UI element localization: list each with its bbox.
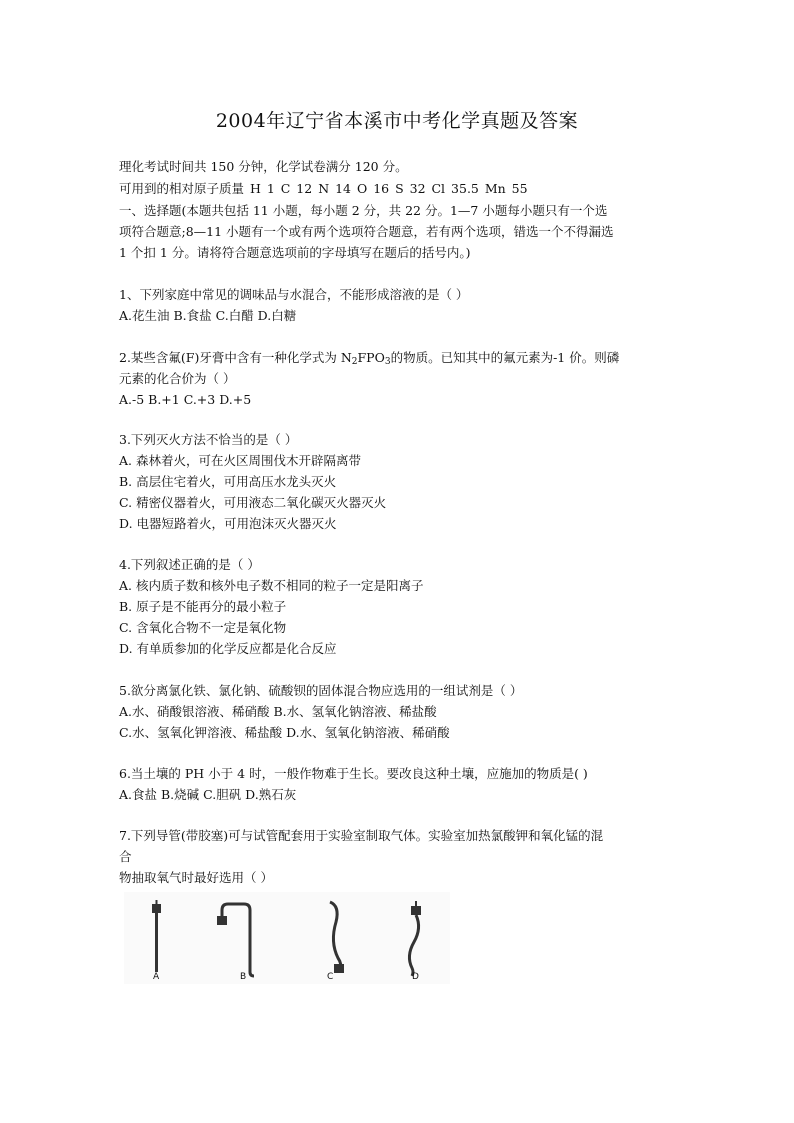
question-3-option-d: D. 电器短路着火，可用泡沫灭火器灭火 bbox=[119, 516, 337, 531]
question-4-option-c: C. 含氧化合物不一定是氧化物 bbox=[119, 620, 287, 635]
question-4-option-d: D. 有单质参加的化学反应都是化合反应 bbox=[119, 641, 337, 656]
question-6-stem: 6.当土壤的 PH 小于 4 时，一般作物难于生长。要改良这种土壤，应施加的物质是( ) bbox=[119, 766, 588, 781]
subscript: 2 bbox=[351, 357, 358, 367]
question-1-stem: 1、下列家庭中常见的调味品与水混合，不能形成溶液的是（ ） bbox=[119, 287, 469, 302]
stopper-a bbox=[152, 904, 161, 913]
section-instructions-3: 1 个扣 1 分。请将符合题意选项前的字母填写在题后的括号内。) bbox=[119, 245, 471, 260]
question-7-stem: 7.下列导管(带胶塞)可与试管配套用于实验室制取气体。实验室加热氯酸钾和氧化锰的混 bbox=[119, 828, 604, 843]
question-1-options: A.花生油 B.食盐 C.白醋 D.白糖 bbox=[119, 308, 297, 323]
question-3-stem: 3.下列灭火方法不恰当的是（ ） bbox=[119, 432, 298, 447]
question-2-formula: FPO bbox=[357, 350, 385, 365]
question-3-option-b: B. 高层住宅着火，可用高压水龙头灭火 bbox=[119, 474, 337, 489]
section-instructions-2: 项符合题意;8—11 小题有一个或有两个选项符合题意，若有两个选项，错选一个不得漏选 bbox=[119, 224, 614, 239]
question-7-stem-cont: 合 bbox=[119, 849, 132, 864]
question-5-options-ab: A.水、硝酸银溶液、稀硝酸 B.水、氢氧化钠溶液、稀盐酸 bbox=[119, 704, 437, 719]
section-instructions-1: 一、选择题(本题共包括 11 小题，每小题 2 分，共 22 分。1—7 小题每小题只有一个选 bbox=[119, 203, 608, 218]
question-5-stem: 5.欲分离氯化铁、氯化钠、硫酸钡的固体混合物应选用的一组试剂是（ ） bbox=[119, 683, 523, 698]
question-3-option-a: A. 森林着火，可在火区周围伐木开辟隔离带 bbox=[119, 453, 361, 468]
question-7-stem-cont-2: 物抽取氧气时最好选用（ ） bbox=[119, 870, 273, 885]
question-4-option-a: A. 核内质子数和核外电子数不相同的粒子一定是阳离子 bbox=[119, 578, 424, 593]
tube-label-c: C bbox=[327, 972, 334, 982]
question-2-stem-part: 2.某些含氟(F)牙膏中含有一种化学式为 N bbox=[119, 350, 352, 365]
tube-c bbox=[330, 902, 344, 973]
page-title: 2004年辽宁省本溪市中考化学真题及答案 bbox=[215, 110, 579, 132]
question-5-options-cd: C.水、氢氧化钾溶液、稀盐酸 D.水、氢氧化钠溶液、稀硝酸 bbox=[119, 725, 450, 740]
tube-label-b: B bbox=[240, 972, 247, 982]
delivery-tubes-figure bbox=[124, 892, 450, 984]
exam-info: 理化考试时间共 150 分钟，化学试卷满分 120 分。 bbox=[119, 159, 408, 174]
tube-b bbox=[217, 904, 254, 976]
tubes-illustration bbox=[124, 892, 450, 984]
subscript: 3 bbox=[384, 357, 391, 367]
question-4-option-b: B. 原子是不能再分的最小粒子 bbox=[119, 599, 287, 614]
tube-d bbox=[409, 901, 421, 976]
question-2-stem-cont: 元素的化合价为（ ） bbox=[119, 371, 236, 386]
question-4-stem: 4.下列叙述正确的是（ ） bbox=[119, 557, 260, 572]
stopper-b bbox=[217, 916, 227, 925]
question-3-option-c: C. 精密仪器着火，可用液态二氧化碳灭火器灭火 bbox=[119, 495, 387, 510]
stopper-d bbox=[411, 906, 421, 915]
question-2-stem-part: 的物质。已知其中的氟元素为-1 价。则磷 bbox=[390, 350, 620, 365]
stopper-c bbox=[334, 964, 344, 973]
tube-label-a: A bbox=[153, 972, 160, 982]
atomic-masses: 可用到的相对原子质量 H 1 C 12 N 14 O 16 S 32 Cl 35.5 Mn 55 bbox=[119, 181, 528, 196]
question-2-stem bbox=[119, 349, 619, 371]
tube-a bbox=[152, 900, 161, 972]
tube-label-d: D bbox=[412, 972, 419, 982]
question-2-options: A.-5 B.+1 C.+3 D.+5 bbox=[119, 392, 252, 407]
question-6-options: A.食盐 B.烧碱 C.胆矾 D.熟石灰 bbox=[119, 787, 297, 802]
